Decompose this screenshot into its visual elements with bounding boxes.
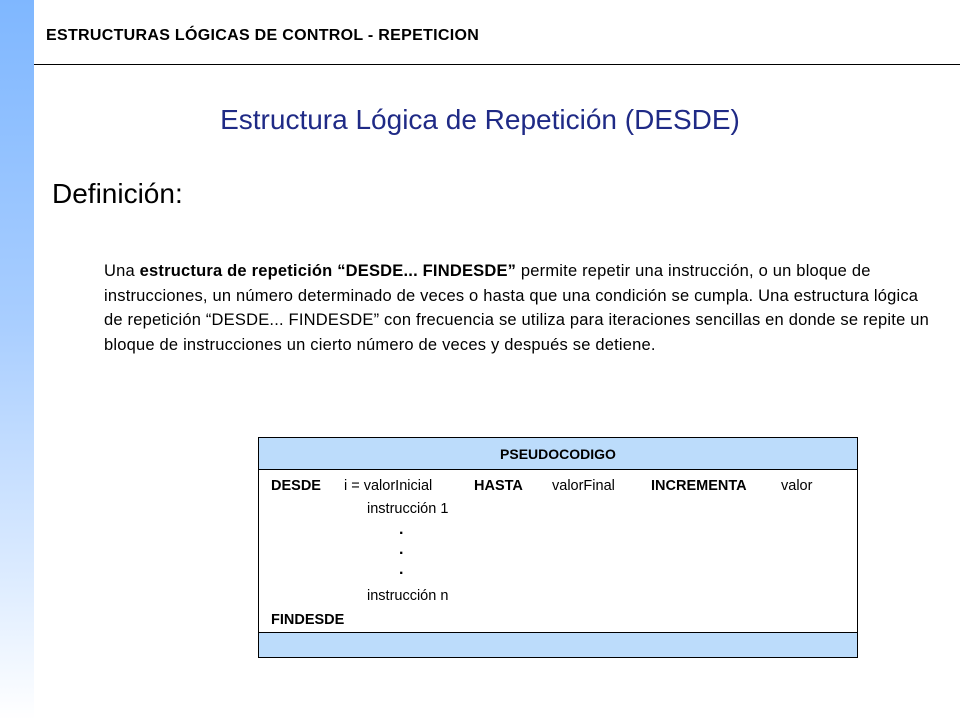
step-expression: valor xyxy=(781,478,813,494)
keyword-desde: DESDE xyxy=(271,478,321,494)
pseudocode-footer xyxy=(259,632,857,657)
definition-heading: Definición: xyxy=(52,178,183,209)
slide-title: Estructura Lógica de Repetición (DESDE) xyxy=(220,104,740,135)
final-expression: valorFinal xyxy=(552,478,615,494)
keyword-hasta: HASTA xyxy=(474,478,523,494)
paragraph-rest: permite repetir una instrucción, o un bloque de instrucciones, un número determinado de veces o hasta que una condición se cumpla. Una estructura lógica de repetición “DESDE... FINDESDE” con frecuencia se utiliza para iteraciones sencillas en donde se repite un bloque de instrucciones un cierto número de veces y después se detiene. xyxy=(104,262,929,354)
init-expression: i = valorInicial xyxy=(344,478,433,494)
definition-paragraph xyxy=(104,259,934,357)
pseudocode-header: PSEUDOCODIGO xyxy=(259,438,857,470)
instruction-last: instrucción n xyxy=(367,588,449,604)
paragraph-bold-term: estructura de repetición “DESDE... FINDESDE” xyxy=(139,262,517,280)
header-divider xyxy=(34,64,960,65)
pseudocode-table xyxy=(258,437,858,658)
slide-header-title: ESTRUCTURAS LÓGICAS DE CONTROL - REPETICION xyxy=(46,27,480,44)
pseudocode-body xyxy=(259,469,857,633)
keyword-incrementa: INCREMENTA xyxy=(651,478,747,494)
ellipsis-dot: . xyxy=(399,561,404,578)
ellipsis-dot: . xyxy=(399,541,404,558)
keyword-findesde: FINDESDE xyxy=(271,612,345,628)
paragraph-intro: Una xyxy=(104,262,140,280)
ellipsis-dot: . xyxy=(399,521,404,538)
instruction-first: instrucción 1 xyxy=(367,501,449,517)
